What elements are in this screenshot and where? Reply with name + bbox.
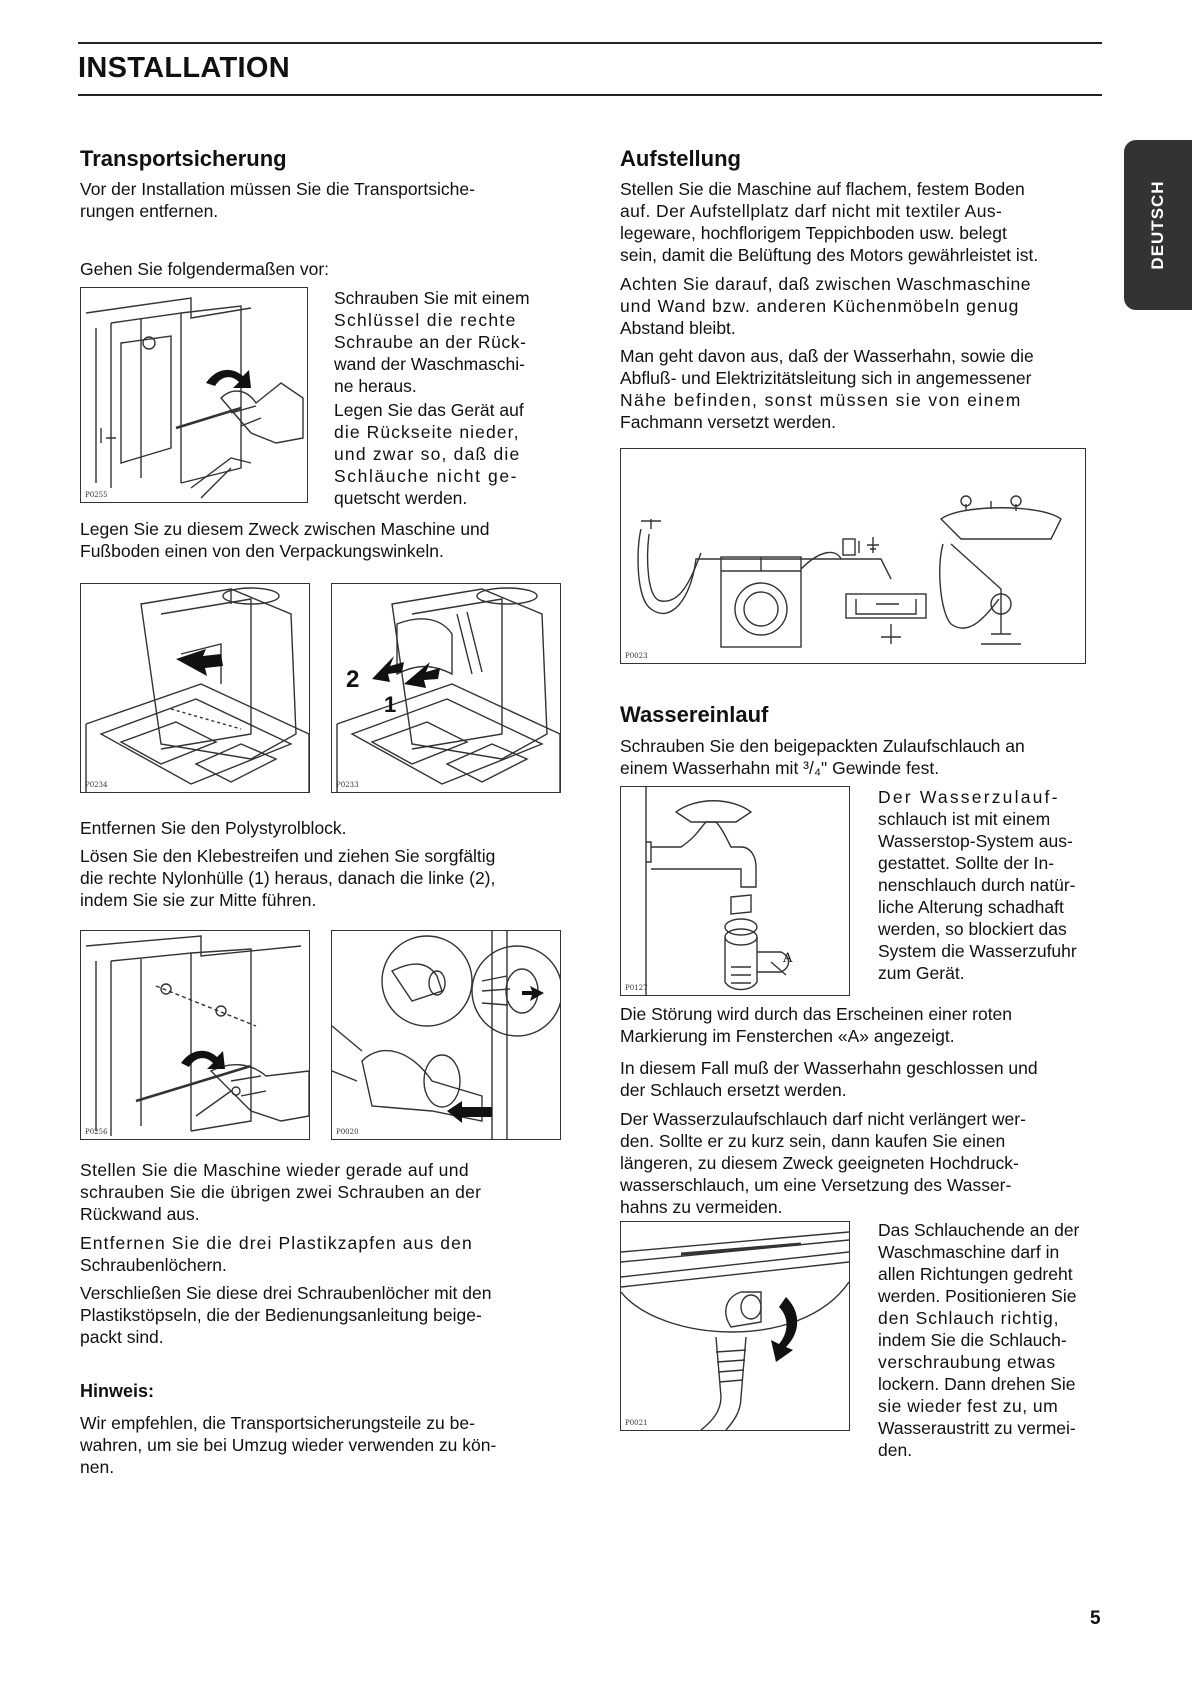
text-line: allen Richtungen gedreht [878,1264,1073,1284]
language-tab-label: DEUTSCH [1148,180,1167,270]
figure-code: P0233 [336,781,359,789]
text-line: Wasseraustritt zu vermei- [878,1418,1076,1438]
figure-code: P0234 [85,781,108,789]
text-line: In diesem Fall muß der Wasserhahn geschlossen und [620,1058,1038,1078]
text-line: Schlüssel die rechte [334,310,517,330]
text-line: schrauben Sie die übrigen zwei Schrauben an der [80,1182,482,1202]
text-line: nenschlauch durch natür- [878,875,1076,895]
close-holes-paragraph [80,1282,491,1348]
water-stop-description [878,786,1103,984]
text-line: Nähe befinden, sonst müssen sie von einem [620,390,1022,410]
text-line: sie wieder fest zu, um [878,1396,1059,1416]
note-paragraph [80,1412,496,1478]
upright-paragraph [80,1159,560,1225]
figure-code: P0127 [625,984,648,992]
figure-code: P0020 [336,1128,359,1136]
text-line: wahren, um sie bei Umzug wieder verwenden zu kön- [80,1435,497,1455]
nylon-covers-illustration [332,584,560,792]
text-line: Waschmaschine darf in [878,1242,1060,1262]
inlet-paragraph-2 [620,1003,1012,1047]
callout-1: 1 [384,692,397,717]
text-line: die rechte Nylonhülle (1) heraus, danach die linke (2), [80,868,496,888]
water-tap-illustration [621,787,849,995]
text-line: Fußboden einen von den Verpackungswinkeln. [80,541,444,561]
figure-remove-nylon-covers [331,583,561,793]
arrow-2-icon [372,656,404,682]
text-line: und zwar so, daß die [334,444,521,464]
text-line: Verschließen Sie diese drei Schraubenlöcher mit den [80,1283,492,1303]
nylon-paragraph [80,845,495,911]
callout-2: 2 [346,666,360,693]
text-line: Markierung im Fensterchen «A» angezeigt. [620,1026,955,1046]
text-line: den. Sollte er zu kurz sein, dann kaufen Sie einen [620,1131,1006,1151]
text-line: den. [878,1440,913,1460]
rotate-arrow-icon [181,1051,225,1069]
placement-illustration [621,449,1085,663]
text-line: Plastikstöpseln, die der Bedienungsanleitung beige- [80,1305,482,1325]
text-line: längeren, zu diesem Zweck geeigneten Hochdruck- [620,1153,1019,1173]
figure-hose-end [620,1221,850,1431]
plugs-paragraph [80,1232,473,1276]
figure-remove-rear-screw [80,287,308,503]
text-line: Schrauben Sie den beigepackten Zulaufschlauch an [620,736,1025,756]
text-line: System die Wasserzufuhr [878,941,1077,961]
text-line: Schrauben Sie mit einem [334,288,530,308]
figure-code: P0023 [625,652,648,660]
hose-end-description [878,1219,1103,1461]
inlet-paragraph-4 [620,1108,1026,1218]
figure-machine-placement [620,448,1086,664]
text-line: Der Wasserzulaufschlauch darf nicht verlängert wer- [620,1109,1026,1129]
text-line: Abfluß- und Elektrizitätsleitung sich in angemessener [620,368,1032,388]
page-number: 5 [1090,1608,1101,1629]
text-line: auf. Der Aufstellplatz darf nicht mit textiler Aus- [620,201,1003,221]
inlet-paragraph-3 [620,1057,1038,1101]
rotate-arrow-icon [206,370,251,388]
text-line: Der Wasserzulauf- [878,787,1060,807]
lay-paragraph [80,518,490,562]
transport-heading: Transportsicherung [80,146,287,171]
text-line: Wasserstop-System aus- [878,831,1073,851]
text-line: Das Schlauchende an der [878,1220,1080,1240]
text-line: liche Alterung schadhaft [878,897,1064,917]
text-line: wasserschlauch, um eine Versetzung des Wasser- [620,1175,1012,1195]
text-line: ne heraus. [334,376,417,396]
text-line: indem Sie sie zur Mitte führen. [80,890,317,910]
text-line: wand der Waschmaschi- [334,354,525,374]
figure-remove-remaining-screws [80,930,310,1140]
remaining-screws-illustration [81,931,309,1139]
text-line: Schläuche nicht ge- [334,466,519,486]
text-line: und Wand bzw. anderen Küchenmöbeln genug [620,296,1020,316]
text-line: Achten Sie darauf, daß zwischen Waschmaschine [620,274,1031,294]
text-line: werden. Positionieren Sie [878,1286,1077,1306]
title-underline [78,94,1102,96]
page-title: INSTALLATION [78,52,290,84]
text-line: Schraube an der Rück- [334,332,527,352]
figure-water-tap [620,786,850,996]
text-line: Legen Sie das Gerät auf [334,400,524,420]
transport-intro [80,178,475,222]
text-line: lockern. Dann drehen Sie [878,1374,1076,1394]
text-line: indem Sie die Schlauch- [878,1330,1067,1350]
text-line: Rückwand aus. [80,1204,200,1224]
inlet-heading: Wassereinlauf [620,702,769,727]
text-line: den Schlauch richtig, [878,1308,1060,1328]
rotate-arrow-icon [771,1297,797,1362]
setup-paragraph-2 [620,273,1031,339]
figure-code: P0256 [85,1128,108,1136]
text-line: Legen Sie zu diesem Zweck zwischen Maschine und [80,519,490,539]
poly-paragraph: Entfernen Sie den Polystyrolblock. [80,818,347,838]
text-line: Man geht davon aus, daß der Wasserhahn, sowie die [620,346,1034,366]
text-line: legeware, hochflorigem Teppichboden usw. belegt [620,223,1007,243]
setup-paragraph-1 [620,178,1038,266]
text-line: Schraubenlöchern. [80,1255,227,1275]
pull-arrow-icon [447,1101,492,1123]
figure-remove-polystyrene [80,583,310,793]
text-line: Abstand bleibt. [620,318,736,338]
figure-code: P0255 [85,491,108,499]
text-line: Fachmann versetzt werden. [620,412,836,432]
text-line: nen. [80,1457,115,1477]
fig1-instructions [334,287,559,509]
text-line: zum Gerät. [878,963,965,983]
top-rule [78,42,1102,44]
hose-end-illustration [621,1222,849,1430]
text-line: Entfernen Sie die drei Plastikzapfen aus den [80,1233,473,1253]
rear-screw-illustration [81,288,307,502]
text-line: Stellen Sie die Maschine auf flachem, festem Boden [620,179,1025,199]
text-line: gestattet. Sollte der In- [878,853,1055,873]
setup-heading: Aufstellung [620,146,741,171]
text-line: sein, damit die Belüftung des Motors gewährleistet ist. [620,245,1039,265]
figure-code: P0021 [625,1419,648,1427]
figure-remove-plastic-plugs [331,930,561,1140]
polystyrene-illustration [81,584,309,792]
note-heading: Hinweis: [80,1381,155,1401]
text-line: packt sind. [80,1327,164,1347]
text-line: Lösen Sie den Klebestreifen und ziehen Sie sorgfältig [80,846,496,866]
push-arrow-icon [522,986,544,1001]
text-line: Vor der Installation müssen Sie die Transportsiche- [80,179,475,199]
text-line: rungen entfernen. [80,201,219,221]
plastic-plugs-illustration [332,931,560,1139]
text-line: der Schlauch ersetzt werden. [620,1080,847,1100]
text-line: werden, so blockiert das [878,919,1067,939]
text-line: Die Störung wird durch das Erscheinen einer roten [620,1004,1013,1024]
text-line: einem Wasserhahn mit ³/₄" Gewinde fest. [620,758,940,778]
text-line: hahns zu vermeiden. [620,1197,783,1217]
setup-paragraph-3 [620,345,1034,433]
language-tab [1124,140,1192,310]
text-line: Wir empfehlen, die Transportsicherungsteile zu be- [80,1413,475,1433]
text-line: schlauch ist mit einem [878,809,1051,829]
text-line: die Rückseite nieder, [334,422,520,442]
window-label-a: A [783,951,793,966]
inlet-paragraph-1 [620,735,1025,779]
steps-intro: Gehen Sie folgendermaßen vor: [80,259,330,279]
text-line: quetscht werden. [334,488,468,508]
text-line: verschraubung etwas [878,1352,1056,1372]
text-line: Stellen Sie die Maschine wieder gerade auf und [80,1160,470,1180]
